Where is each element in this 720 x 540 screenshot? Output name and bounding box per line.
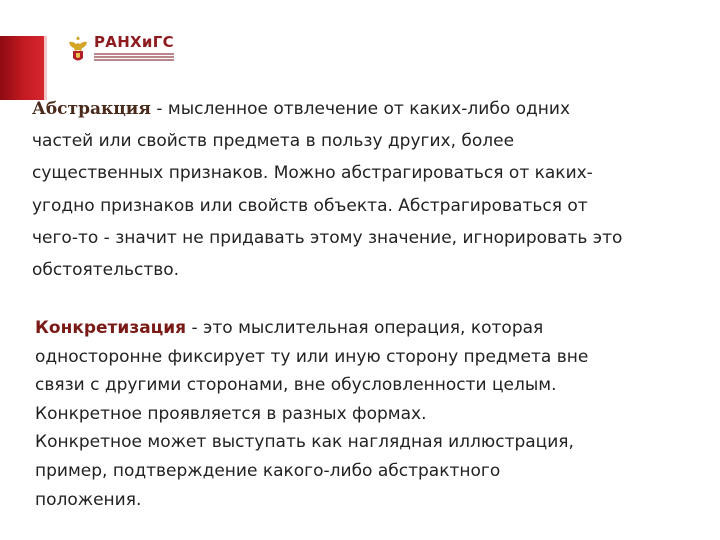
ranepa-logo — [66, 34, 176, 68]
paragraph-2-line: связи с другими сторонами, вне обусловленности целым. — [35, 375, 557, 396]
paragraph-1-first-line-rest: - мысленное отвлечение от каких-либо одних — [150, 99, 570, 119]
paragraph-1-line: чего-то - значит не придавать этому значение, игнорировать это — [32, 227, 623, 248]
red-accent-bar-edge — [44, 36, 47, 100]
eagle-emblem-icon — [66, 34, 90, 64]
paragraph-1-first-line — [32, 93, 622, 125]
logo-name: РАНХиГС — [94, 33, 174, 51]
paragraph-2-first-line — [35, 314, 588, 343]
paragraph-1-line: частей или свойств предмета в пользу других, более — [32, 131, 515, 152]
paragraph-1-line: существенных признаков. Можно абстрагироваться от каких- — [32, 163, 593, 184]
paragraph-2-line: Конкретное может выступать как наглядная иллюстрация, — [35, 432, 574, 453]
red-accent-bar — [0, 36, 44, 100]
concretization-paragraph — [35, 314, 588, 514]
abstraction-term: Абстракция — [32, 99, 151, 119]
logo-subtitle-lines — [94, 53, 174, 65]
paragraph-2-line: Конкретное проявляется в разных формах. — [35, 403, 427, 424]
paragraph-2-line: пример, подтверждение какого-либо абстрактного — [35, 460, 501, 481]
paragraph-2-line: положения. — [35, 489, 142, 510]
paragraph-2-line: односторонне фиксирует ту или иную сторону предмета вне — [35, 346, 589, 367]
paragraph-1-line: угодно признаков или свойств объекта. Абстрагироваться от — [32, 195, 588, 216]
abstraction-paragraph — [32, 93, 622, 286]
paragraph-2-first-line-rest: - это мыслительная операция, которая — [186, 318, 544, 338]
concretization-term: Конкретизация — [35, 318, 187, 338]
paragraph-1-line: обстоятельство. — [32, 260, 180, 281]
